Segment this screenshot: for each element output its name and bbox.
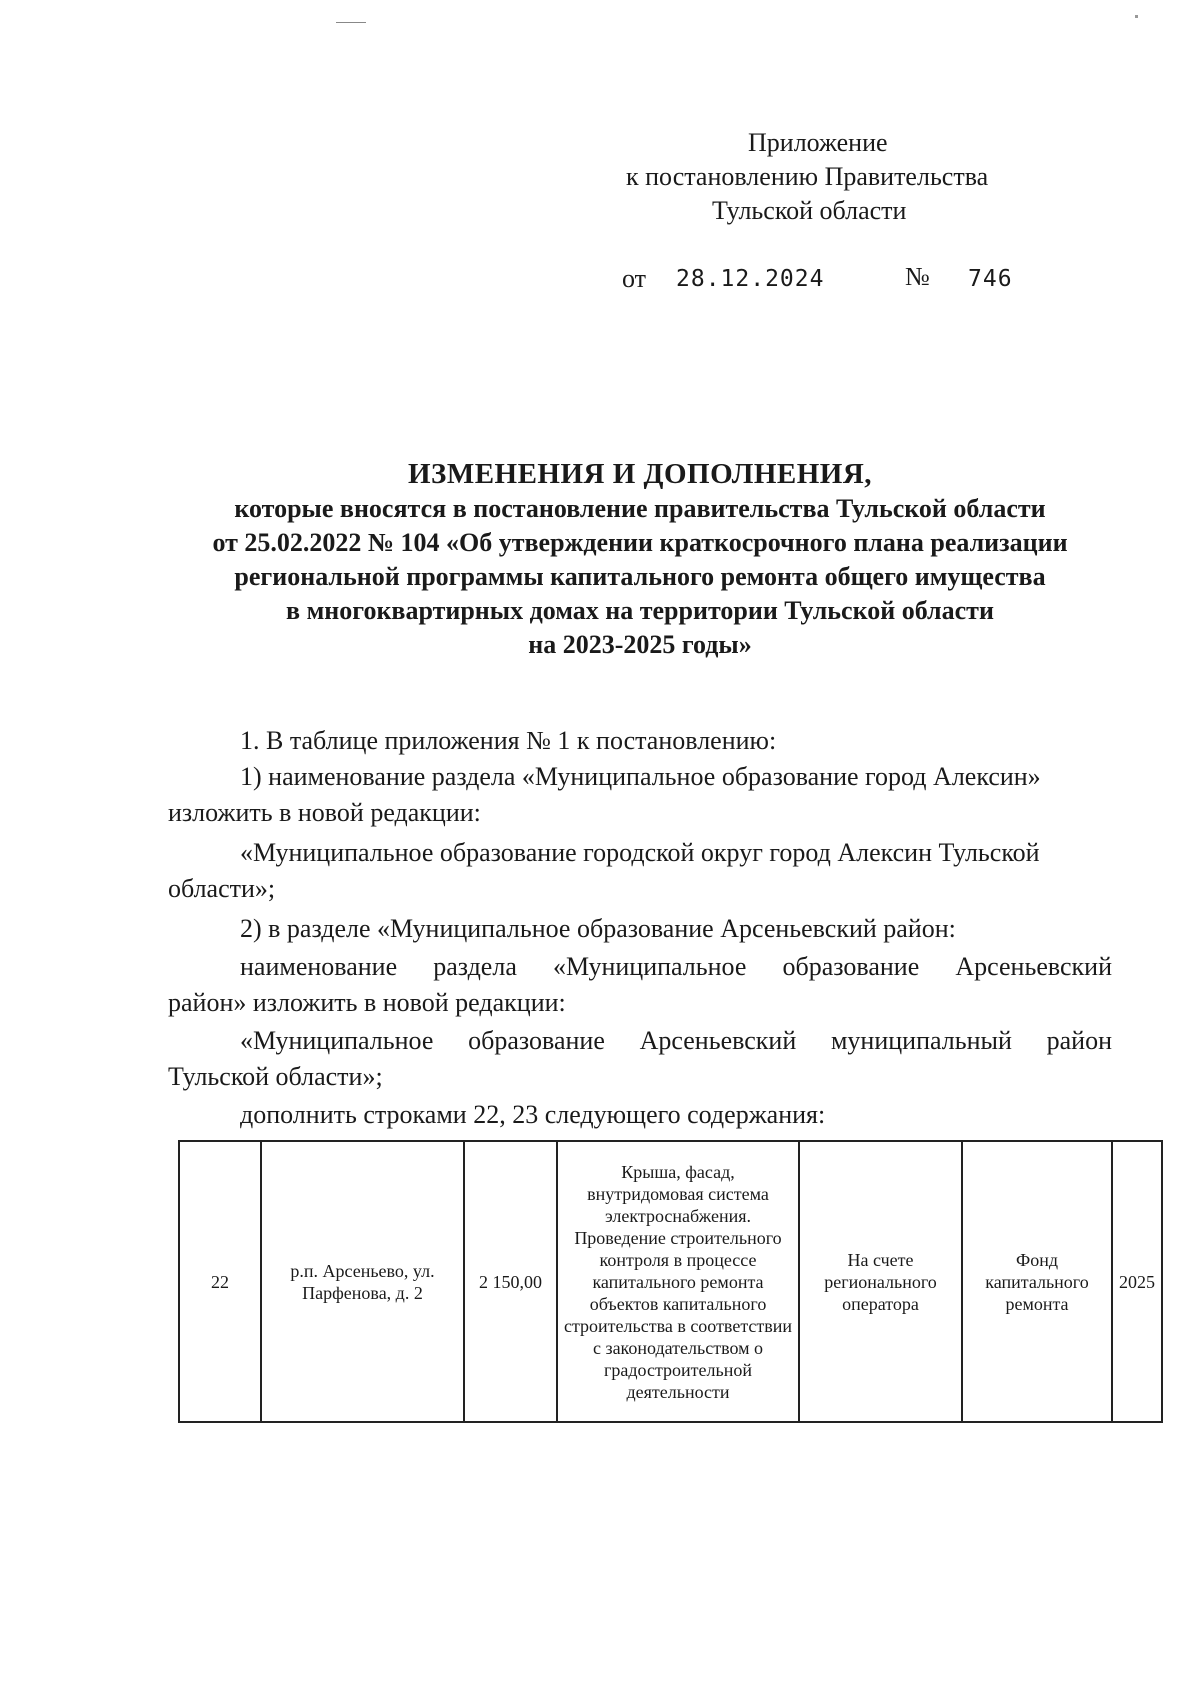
heading-line: региональной программы капитального ремонта общего имущества (234, 562, 1046, 591)
paragraph: 2) в разделе «Муниципальное образование Арсеньевский район: (240, 914, 956, 943)
appendix-line-1: Приложение (748, 128, 888, 157)
decree-number: 746 (968, 266, 1013, 292)
paragraph: «Муниципальное образование Арсеньевский муниципальный район (240, 1026, 1112, 1055)
document-title: ИЗМЕНЕНИЯ И ДОПОЛНЕНИЯ, (407, 458, 873, 490)
row-number-cell: 22 (179, 1141, 261, 1422)
address-cell: р.п. Арсеньево, ул. Парфенова, д. 2 (261, 1141, 464, 1422)
appendix-line-3: Тульской области (712, 196, 907, 225)
paragraph: «Муниципальное образование городской округ город Алексин Тульской (240, 838, 1040, 867)
account-cell: На счете регионального оператора (799, 1141, 962, 1422)
scan-artifact (336, 22, 366, 23)
paragraph: 1. В таблице приложения № 1 к постановлению: (240, 726, 777, 755)
heading-line: от 25.02.2022 № 104 «Об утверждении краткосрочного плана реализации (212, 528, 1068, 557)
paragraph: дополнить строками 22, 23 следующего содержания: (240, 1100, 826, 1129)
paragraph: изложить в новой редакции: (168, 798, 481, 827)
scan-artifact (1135, 15, 1138, 18)
paragraph: наименование раздела «Муниципальное образование Арсеньевский (240, 952, 1112, 981)
amount-cell: 2 150,00 (464, 1141, 557, 1422)
year-cell: 2025 (1112, 1141, 1162, 1422)
heading-line: которые вносятся в постановление правительства Тульской области (234, 494, 1046, 523)
table-row (179, 1141, 1162, 1422)
amendment-table (178, 1140, 1163, 1423)
decree-date: 28.12.2024 (676, 266, 825, 292)
paragraph: Тульской области»; (168, 1062, 383, 1091)
paragraph: район» изложить в новой редакции: (168, 988, 566, 1017)
paragraph: области»; (168, 874, 276, 903)
decree-date-prefix: от (622, 264, 647, 293)
paragraph: 1) наименование раздела «Муниципальное образование город Алексин» (240, 762, 1041, 791)
heading-line: в многоквартирных домах на территории Тульской области (286, 596, 994, 625)
funding-source-cell: Фонд капитального ремонта (962, 1141, 1112, 1422)
heading-line: на 2023-2025 годы» (528, 630, 752, 659)
works-cell: Крыша, фасад, внутридомовая система электроснабжения. Проведение строительного контроля в процессе капитального ремонта объектов капитального строительства в соответствии с законодательством о градостроительной деятельности (557, 1141, 799, 1422)
decree-number-sign: № (905, 262, 930, 291)
appendix-line-2: к постановлению Правительства (626, 162, 989, 191)
